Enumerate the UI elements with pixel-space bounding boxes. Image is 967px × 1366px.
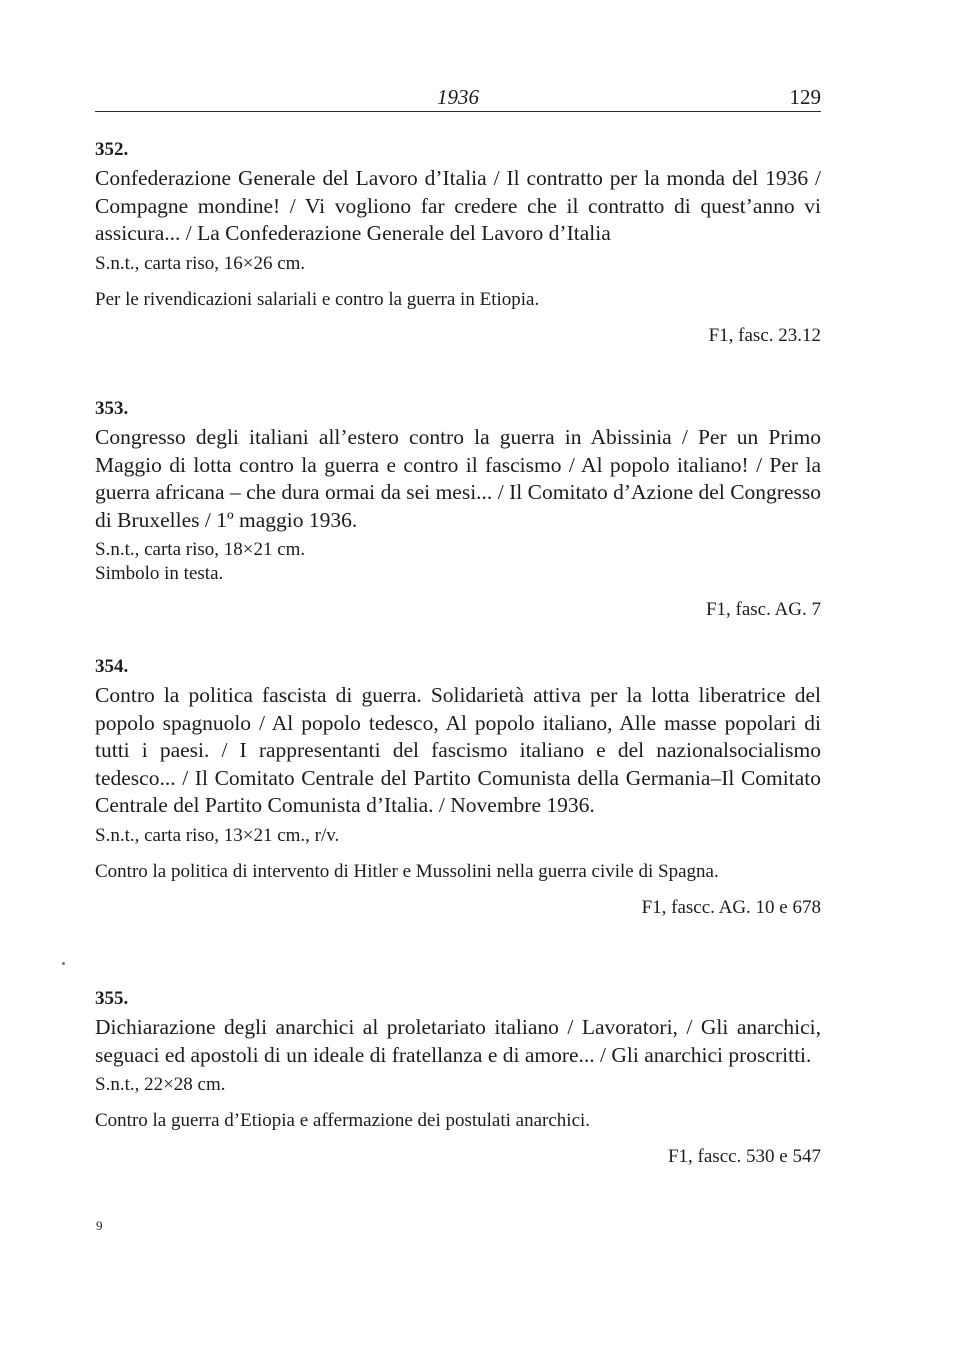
entry-archive-location: F1, fasc. 23.12: [708, 324, 821, 346]
entry-note: Contro la guerra d’Etiopia e affermazione dei postulati anarchici.: [95, 1110, 591, 1131]
entry-title: Contro la politica fascista di guerra. Solidarietà attiva per la lotta liberatrice del popolo spagnuolo / Al popolo tedesco, Al popolo italiano, Alle masse popolari di tutti i paesi. / I rappresentanti del fascismo italiano e del nazionalsocialismo tedesco... / Il Comitato Centrale del Partito Comunista della Germania–Il Comitato Centrale del Partito Comunista d’Italia. / Novembre 1936.: [95, 683, 821, 817]
scan-speck: [62, 962, 65, 965]
entry-number: 354.: [95, 656, 129, 677]
entry-physical-description: S.n.t., carta riso, 18×21 cm.: [95, 539, 306, 560]
signature-mark: 9: [96, 1218, 103, 1233]
entry-physical-description: S.n.t., carta riso, 16×26 cm.: [95, 252, 306, 274]
page-number: 129: [789, 85, 821, 109]
entry-physical-description: S.n.t., carta riso, 13×21 cm., r/v.: [95, 824, 340, 846]
entry-number: 355.: [95, 988, 129, 1009]
entry-archive-location: F1, fascc. 530 e 547: [667, 1146, 821, 1167]
catalog-entry-354: [95, 656, 821, 920]
entry-title: Dichiarazione degli anarchici al proletariato italiano / Lavoratori, / Gli anarchici, seguaci ed apostoli di un ideale di fratellanza e di amore... / Gli anarchici proscritti.: [95, 1015, 821, 1067]
entry-physical-description: S.n.t., 22×28 cm.: [95, 1074, 226, 1095]
entry-archive-location: F1, fasc. AG. 7: [705, 599, 821, 620]
header-rule: [95, 111, 821, 112]
running-head-year: 1936: [437, 85, 479, 109]
catalog-entry-355: [95, 988, 821, 1169]
catalog-entry-353: [95, 398, 821, 622]
entry-title: Congresso degli italiani all’estero contro la guerra in Abissinia / Per un Primo Maggio di lotta contro la guerra e contro il fascismo / Al popolo italiano! / Per la guerra africana – che dura ormai da sei mesi... / Il Comitato d’Azione del Congresso di Bruxelles / 1º maggio 1936.: [95, 425, 821, 532]
entry-number: 352.: [95, 139, 129, 160]
running-head: [95, 84, 821, 110]
catalog-entry-352: [95, 139, 821, 348]
entry-title: Confederazione Generale del Lavoro d’Italia / Il contratto per la monda del 1936 / Compagne mondine! / Vi vogliono far credere che il contratto di quest’anno vi assicura... / La Confederazione Generale del Lavoro d’Italia: [95, 166, 821, 245]
entry-note: Contro la politica di intervento di Hitler e Mussolini nella guerra civile di Spagna.: [95, 860, 719, 882]
entry-number: 353.: [95, 398, 129, 419]
entry-archive-location: F1, fascc. AG. 10 e 678: [641, 896, 821, 918]
entry-note: Per le rivendicazioni salariali e contro la guerra in Etiopia.: [95, 288, 540, 310]
entry-note: Simbolo in testa.: [95, 563, 224, 584]
